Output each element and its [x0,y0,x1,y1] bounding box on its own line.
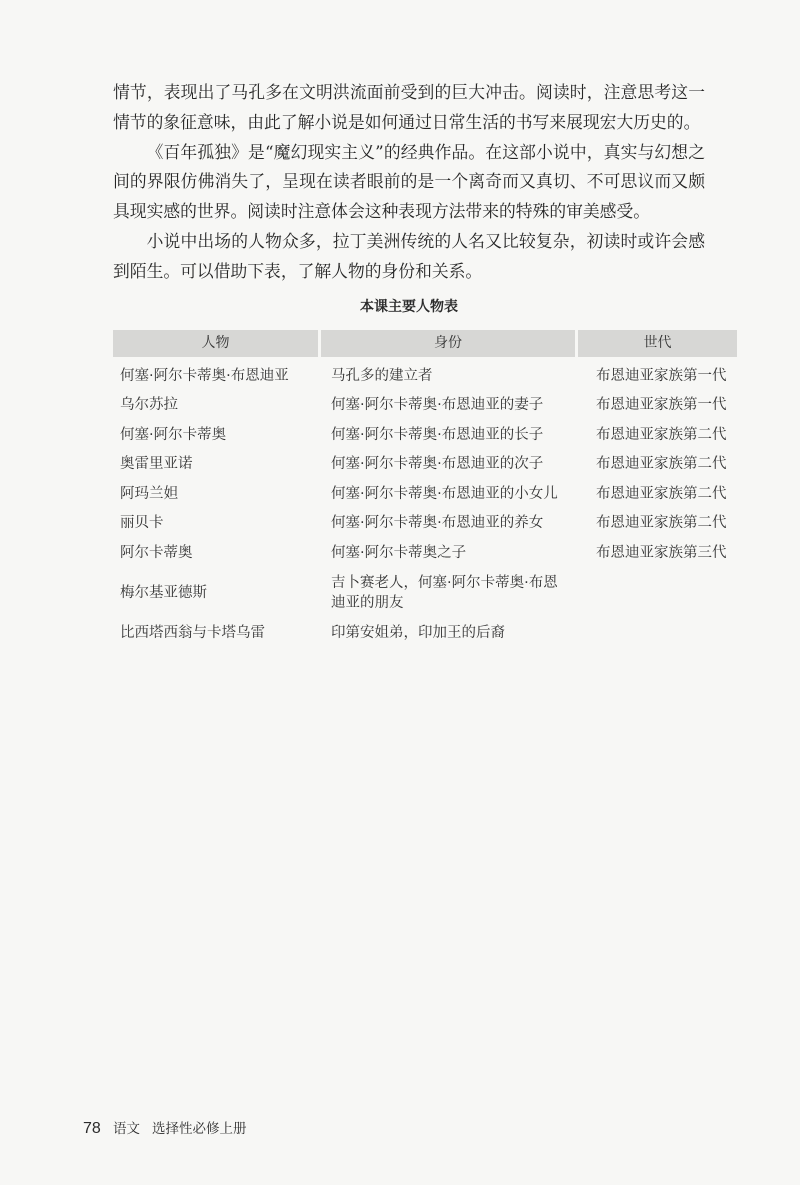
paragraph-hundred-years: 《百年孤独》是“魔幻现实主义”的经典作品。在这部小说中，真实与幻想之间的界限仿佛消失了，呈现在读者眼前的是一个离奇而又真切、不可思议而又颇具现实感的世界。阅读时注意体会这种表现方法带来的特殊的审美感受。 [113,141,705,222]
generation-cell: 布恩迪亚家族第一代 [596,397,727,414]
table-row [113,391,737,421]
character-name-cell: 乌尔苏拉 [120,397,178,414]
identity-cell: 何塞·阿尔卡蒂奥·布恩迪亚的长子 [331,426,544,443]
table-row [113,568,737,619]
generation-cell: 布恩迪亚家族第二代 [596,456,727,473]
paragraph-continuation: 情节，表现出了马孔多在文明洪流面前受到的巨大冲击。阅读时，注意思考这一情节的象征意味，由此了解小说是如何通过日常生活的书写来展现宏大历史的。 [113,82,705,132]
identity-cell: 吉卜赛老人，何塞·阿尔卡蒂奥·布恩迪亚的朋友 [331,575,558,611]
table-row [113,538,737,568]
character-name-cell: 阿玛兰妲 [120,485,178,502]
character-name-cell: 丽贝卡 [120,515,164,532]
identity-cell: 马孔多的建立者 [331,367,433,384]
character-name-cell: 比西塔西翁与卡塔乌雷 [120,625,265,642]
page-number: 78 [83,1120,101,1137]
generation-cell: 布恩迪亚家族第二代 [596,426,727,443]
identity-cell: 何塞·阿尔卡蒂奥·布恩迪亚的次子 [331,456,544,473]
book-title: 选择性必修上册 [152,1121,247,1136]
identity-cell: 何塞·阿尔卡蒂奥·布恩迪亚的小女儿 [331,485,558,502]
paragraph-characters-intro: 小说中出场的人物众多，拉丁美洲传统的人名又比较复杂，初读时或许会感到陌生。可以借助下表，了解人物的身份和关系。 [113,230,705,281]
table-title: 本课主要人物表 [360,299,458,315]
table-header-row [113,330,737,357]
table-row [113,479,737,509]
identity-cell: 何塞·阿尔卡蒂奥·布恩迪亚的妻子 [331,397,544,414]
identity-cell: 何塞·阿尔卡蒂奥之子 [331,544,467,561]
character-name-cell: 阿尔卡蒂奥 [120,544,193,561]
subject-label: 语文 [113,1121,140,1136]
header-generation: 世代 [578,330,737,357]
identity-cell: 印第安姐弟，印加王的后裔 [331,625,505,642]
body-text [113,78,705,287]
character-name-cell: 何塞·阿尔卡蒂奥·布恩迪亚 [120,367,289,384]
table-row [113,361,737,391]
generation-cell: 布恩迪亚家族第二代 [596,485,727,502]
generation-cell: 布恩迪亚家族第一代 [596,367,727,384]
table-row [113,509,737,539]
generation-cell: 布恩迪亚家族第二代 [596,515,727,532]
table-row [113,450,737,480]
header-identity: 身份 [321,330,575,357]
character-name-cell: 奥雷里亚诺 [120,456,193,473]
table-row [113,619,737,649]
table-body [113,361,737,648]
page-footer [0,1118,800,1140]
character-table [113,330,737,648]
table-row [113,420,737,450]
character-name-cell: 梅尔基亚德斯 [120,585,207,601]
character-name-cell: 何塞·阿尔卡蒂奥 [120,426,227,443]
identity-cell: 何塞·阿尔卡蒂奥·布恩迪亚的养女 [331,515,544,532]
generation-cell: 布恩迪亚家族第三代 [596,544,727,561]
header-character: 人物 [113,330,318,357]
